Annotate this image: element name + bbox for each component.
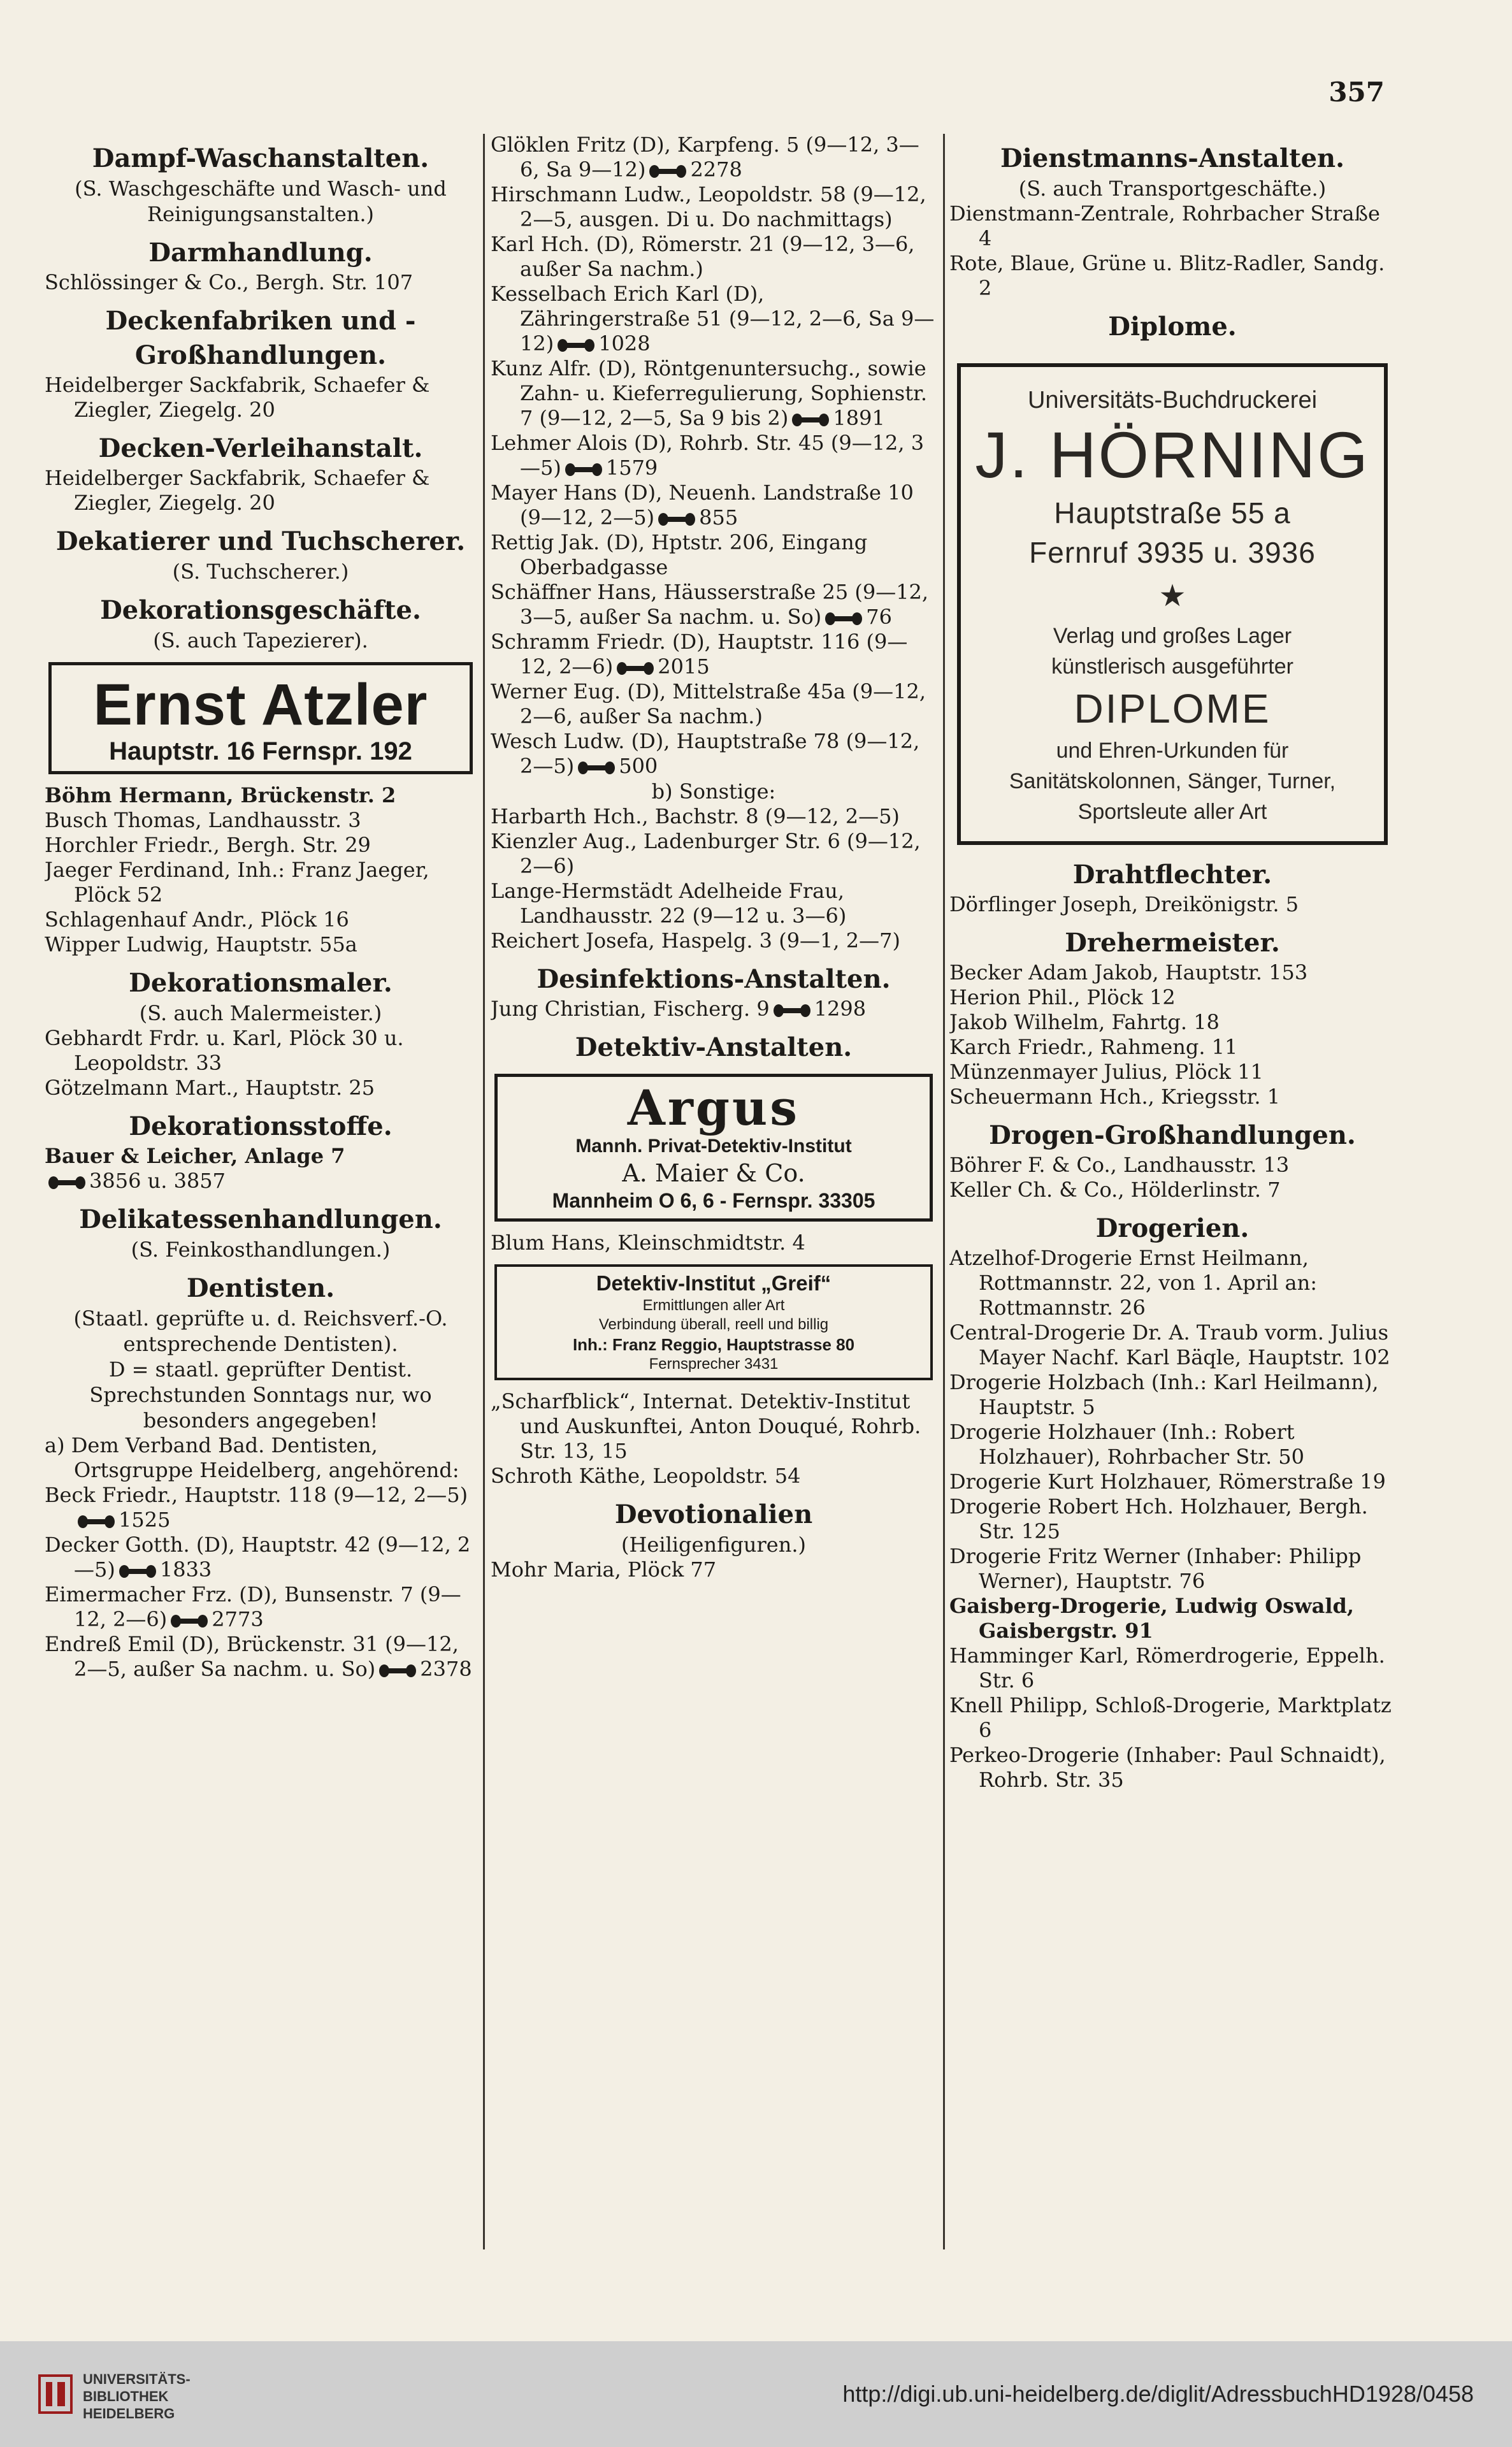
directory-entry	[45, 373, 477, 422]
ad-title: Detektiv-Institut „Greif“	[596, 1271, 832, 1295]
phone-number: 2378	[420, 1657, 472, 1681]
telephone-icon	[649, 164, 686, 178]
entry-text: Rettig Jak. (D), Hptstr. 206, Eingang Oberbadgasse	[491, 530, 868, 579]
ad-phone: Fernspr. 192	[262, 737, 412, 765]
footer-bar	[0, 2341, 1512, 2447]
entry-text: Drogerie Holzbach (Inh.: Karl Heilmann), Hauptstr. 5	[949, 1370, 1379, 1419]
directory-entry	[45, 1026, 477, 1076]
ad-line: Universitäts-Buchdruckerei	[1027, 387, 1318, 414]
entry-text: Dörflinger Joseph, Dreikönigstr. 5	[949, 892, 1299, 916]
directory-entry	[491, 232, 937, 282]
entry-text: Werner Eug. (D), Mittelstraße 45a (9—12, 2—6, außer Sa nachm.)	[491, 679, 926, 728]
section-heading: Drahtflechter.	[1072, 860, 1272, 890]
telephone-icon	[379, 1664, 416, 1678]
ad-address: Hauptstr. 16	[109, 737, 256, 765]
directory-entry	[949, 1693, 1395, 1743]
telephone-icon	[78, 1515, 115, 1529]
directory-entry	[491, 1557, 937, 1582]
directory-entry	[45, 1582, 477, 1632]
entry-text: Perkeo-Drogerie (Inhaber: Paul Schnaidt), Rohrb. Str. 35	[949, 1743, 1386, 1792]
entry-text: Wipper Ludwig, Hauptstr. 55a	[45, 932, 357, 956]
entry-text: Beck Friedr., Hauptstr. 118 (9—12, 2—5)	[45, 1483, 468, 1507]
section-heading: Devotionalien	[614, 1499, 813, 1529]
telephone-icon	[617, 661, 654, 675]
telephone-icon	[578, 761, 615, 775]
entry-text: Jung Christian, Fischerg. 9	[491, 997, 770, 1021]
entry-text: Blum Hans, Kleinschmidtstr. 4	[491, 1231, 805, 1255]
entry-text: Lehmer Alois (D), Rohrb. Str. 45 (9—12, 3—5)	[491, 431, 925, 480]
source-url[interactable]: http://digi.ub.uni-heidelberg.de/diglit/AdressbuchHD1928/0458	[842, 2381, 1474, 2407]
entry-text: Atzelhof-Drogerie Ernst Heilmann, Rottmannstr. 22, von 1. April an: Rottmannstr. 26	[949, 1246, 1318, 1320]
section-heading: Darmhandlung.	[148, 238, 373, 268]
directory-entry	[949, 892, 1395, 917]
column-divider	[943, 134, 945, 2249]
entry-text: Münzenmayer Julius, Plöck 11	[949, 1060, 1264, 1084]
ad-line: Verlag und großes Lager	[1053, 624, 1292, 648]
phone-number: 1891	[833, 406, 885, 430]
telephone-icon	[825, 612, 862, 626]
telephone-icon	[565, 463, 602, 477]
entry-text: Karch Friedr., Rahmeng. 11	[949, 1035, 1238, 1059]
entry-text: Lange-Hermstädt Adelheide Frau, Landhausstr. 22 (9—12 u. 3—6)	[491, 879, 847, 928]
ad-company-name: Ernst Atzler	[93, 672, 428, 737]
directory-entry	[491, 580, 937, 630]
directory-entry	[45, 1076, 477, 1101]
phone-number: 76	[866, 605, 892, 629]
telephone-icon	[558, 338, 594, 352]
entry-text: Central-Drogerie Dr. A. Traub vorm. Julius Mayer Nachf. Karl Bäqle, Hauptstr. 102	[949, 1320, 1390, 1369]
directory-entry	[949, 1035, 1395, 1060]
entry-text: Hirschmann Ludw., Leopoldstr. 58 (9—12, 2—5, ausgen. Di u. Do nachmittags)	[491, 182, 926, 231]
entry-text: Becker Adam Jakob, Hauptstr. 153	[949, 960, 1308, 985]
entry-text: Kienzler Aug., Ladenburger Str. 6 (9—12, 2—6)	[491, 829, 921, 878]
section-heading: Diplome.	[1108, 312, 1237, 342]
directory-entry	[491, 431, 937, 480]
directory-entry	[45, 932, 477, 957]
entry-text: „Scharfblick“, Internat. Detektiv-Institut und Auskunftei, Anton Douqué, Rohrb. Str. 13, 15	[491, 1389, 921, 1463]
directory-entry	[949, 1469, 1395, 1494]
directory-entry	[949, 985, 1395, 1010]
directory-entry	[45, 1632, 477, 1682]
ad-contact	[55, 737, 466, 766]
column-divider	[483, 134, 485, 2249]
section-heading: Dampf-Waschanstalten.	[92, 143, 429, 173]
entry-text: Keller Ch. & Co., Hölderlinstr. 7	[949, 1178, 1281, 1202]
entry-text: Jaeger Ferdinand, Inh.: Franz Jaeger, Plöck 52	[45, 858, 429, 907]
telephone-icon	[48, 1176, 85, 1190]
directory-entry	[491, 182, 937, 232]
advertisement-atzler	[48, 662, 473, 774]
entry-text: Herion Phil., Plöck 12	[949, 985, 1176, 1009]
directory-entry	[491, 879, 937, 928]
directory-entry	[491, 1389, 937, 1464]
directory-entry	[491, 1231, 937, 1255]
directory-entry	[949, 1594, 1395, 1643]
directory-entry	[45, 833, 477, 858]
entry-text: Decker Gotth. (D), Hauptstr. 42 (9—12, 2—5)	[45, 1533, 471, 1582]
ad-line: Ermittlungen aller Art	[642, 1297, 785, 1314]
directory-entry	[45, 907, 477, 932]
column-3	[949, 133, 1395, 2235]
ad-owner: Inh.: Franz Reggio, Hauptstrasse 80	[572, 1335, 855, 1354]
entry-text: Jakob Wilhelm, Fahrtg. 18	[949, 1010, 1220, 1034]
section-note: (Staatl. geprüfte u. d. Reichsverf.-O. entsprechende Dentisten).	[73, 1306, 448, 1356]
directory-entry	[949, 1420, 1395, 1469]
directory-entry	[949, 1320, 1395, 1370]
directory-entry	[491, 1464, 937, 1489]
section-heading: Dekorationsmaler.	[129, 968, 392, 998]
advertisement-argus	[494, 1074, 933, 1222]
phone-number: 1833	[159, 1557, 212, 1582]
entry-text: Rote, Blaue, Grüne u. Blitz-Radler, Sandg. 2	[949, 251, 1385, 300]
entry-text: Horchler Friedr., Bergh. Str. 29	[45, 833, 371, 857]
directory-entry	[491, 630, 937, 679]
entry-text: Mohr Maria, Plöck 77	[491, 1557, 717, 1582]
directory-entry	[491, 829, 937, 879]
page-number: 357	[1328, 76, 1385, 108]
entry-text: 3856 u. 3857	[89, 1169, 226, 1193]
phone-number: 1579	[605, 456, 658, 480]
ad-address: Hauptstraße 55 a	[1054, 496, 1291, 530]
section-note: D = staatl. geprüfter Dentist.	[108, 1357, 413, 1382]
section-note: (S. Feinkosthandlungen.)	[131, 1238, 391, 1262]
directory-entry	[45, 1144, 477, 1169]
telephone-icon	[792, 413, 829, 427]
directory-entry	[491, 928, 937, 953]
directory-entry	[45, 1533, 477, 1582]
section-note: (Heiligenfiguren.)	[621, 1533, 806, 1557]
entry-text: Knell Philipp, Schloß-Drogerie, Marktplatz 6	[949, 1693, 1392, 1742]
entry-text: Busch Thomas, Landhausstr. 3	[45, 808, 361, 832]
ad-company-name: J. HÖRNING	[975, 419, 1370, 491]
entry-text: Schlössinger & Co., Bergh. Str. 107	[45, 270, 414, 294]
directory-entry	[949, 251, 1395, 301]
ad-address: Mannheim O 6, 6 - Fernspr. 33305	[552, 1189, 875, 1212]
star-icon: ★	[1158, 579, 1186, 613]
section-heading: Decken-Verleihanstalt.	[98, 433, 423, 463]
section-heading: Drogerien.	[1095, 1213, 1249, 1243]
ad-phone: Fernsprecher 3431	[649, 1355, 779, 1373]
ad-phone: Fernruf 3935 u. 3936	[1029, 536, 1316, 569]
directory-entry	[45, 1433, 477, 1483]
ad-subtitle: Mannh. Privat-Detektiv-Institut	[575, 1136, 852, 1157]
section-heading: Deckenfabriken und -Großhandlungen.	[105, 306, 416, 370]
section-note: Sprechstunden Sonntags nur, wo besonders angegeben!	[89, 1383, 432, 1433]
section-heading: Dienstmanns-Anstalten.	[1000, 143, 1345, 173]
section-heading: Dekatierer und Tuchscherer.	[55, 526, 466, 556]
entry-text: Schramm Friedr. (D), Hauptstr. 116 (9—12, 2—6)	[491, 630, 908, 679]
directory-entry	[491, 530, 937, 580]
section-heading: Drehermeister.	[1065, 928, 1280, 958]
ad-company-name: Argus	[627, 1079, 800, 1136]
phone-number: 2015	[658, 654, 710, 679]
section-note: (S. auch Tapezierer).	[153, 628, 368, 653]
section-note: (S. Tuchscherer.)	[172, 559, 349, 584]
entry-text: Reichert Josefa, Haspelg. 3 (9—1, 2—7)	[491, 928, 900, 953]
entry-text: Wesch Ludw. (D), Hauptstraße 78 (9—12, 2—5)	[491, 729, 920, 778]
entry-text: a) Dem Verband Bad. Dentisten, Ortsgruppe Heidelberg, angehörend:	[45, 1433, 459, 1482]
ad-line: künstlerisch ausgeführter	[1051, 654, 1293, 679]
directory-entry	[45, 808, 477, 833]
directory-entry	[949, 1010, 1395, 1035]
directory-entry	[949, 1643, 1395, 1693]
section-heading: Desinfektions-Anstalten.	[536, 964, 891, 994]
entry-text: Schäffner Hans, Häusserstraße 25 (9—12, 3—5, außer Sa nachm. u. So)	[491, 580, 929, 629]
telephone-icon	[119, 1564, 156, 1578]
entry-text: Mayer Hans (D), Neuenh. Landstraße 10 (9—12, 2—5)	[491, 480, 914, 530]
directory-entry	[949, 1743, 1395, 1793]
library-logo-icon	[38, 2374, 73, 2414]
directory-entry	[45, 858, 477, 907]
section-heading: Delikatessenhandlungen.	[79, 1204, 442, 1234]
section-note: b) Sonstige:	[651, 779, 776, 804]
directory-entry	[949, 1060, 1395, 1085]
phone-number: 1028	[598, 331, 651, 356]
section-note: (S. auch Malermeister.)	[139, 1001, 382, 1025]
advertisement-greif	[494, 1264, 933, 1380]
section-heading: Drogen-Großhandlungen.	[989, 1120, 1356, 1150]
entry-text: Kesselbach Erich Karl (D), Zähringerstraße 51 (9—12, 2—6, Sa 9—12)	[491, 282, 935, 356]
directory-entry	[491, 997, 937, 1021]
entry-text: Endreß Emil (D), Brückenstr. 31 (9—12, 2—5, außer Sa nachm. u. So)	[45, 1632, 459, 1681]
phone-number: 500	[619, 754, 658, 778]
entry-text: Schroth Käthe, Leopoldstr. 54	[491, 1464, 801, 1488]
entry-text: Drogerie Holzhauer (Inh.: Robert Holzhauer), Rohrbacher Str. 50	[949, 1420, 1305, 1469]
entry-text: Schlagenhauf Andr., Plöck 16	[45, 907, 349, 932]
entry-text: Scheuermann Hch., Kriegsstr. 1	[949, 1085, 1281, 1109]
entry-text: Hamminger Karl, Römerdrogerie, Eppelh. Str. 6	[949, 1643, 1385, 1693]
entry-text: Götzelmann Mart., Hauptstr. 25	[45, 1076, 375, 1100]
directory-entry	[491, 729, 937, 779]
entry-text: Drogerie Kurt Holzhauer, Römerstraße 19	[949, 1469, 1386, 1494]
column-2	[491, 133, 937, 2235]
phone-number: 855	[699, 505, 738, 530]
directory-entry	[949, 1178, 1395, 1202]
entry-text: Heidelberger Sackfabrik, Schaefer & Ziegler, Ziegelg. 20	[45, 466, 430, 515]
ad-line: und Ehren-Urkunden für Sanitätskolonnen, Sänger, Turner, Sportsleute aller Art	[1009, 739, 1336, 824]
directory-entry	[45, 1483, 477, 1533]
section-heading: Detektiv-Anstalten.	[575, 1032, 853, 1062]
phone-number: 2773	[212, 1607, 264, 1631]
directory-entry	[949, 960, 1395, 985]
directory-entry	[949, 1085, 1395, 1109]
section-note: (S. auch Transportgeschäfte.)	[1018, 177, 1327, 201]
entry-text: Kunz Alfr. (D), Röntgenuntersuchg., sowie Zahn- u. Kieferregulierung, Sophienstr. 7 (9—12, 2—5, Sa 9 bis 2)	[491, 356, 927, 430]
directory-entry	[949, 201, 1395, 251]
directory-entry	[949, 1246, 1395, 1320]
directory-entry	[491, 480, 937, 530]
phone-number: 1525	[119, 1508, 171, 1532]
directory-entry	[45, 1169, 477, 1194]
phone-number: 1298	[814, 997, 867, 1021]
entry-text: Böhm Hermann, Brückenstr. 2	[45, 783, 396, 807]
directory-entry	[45, 466, 477, 516]
entry-text: Karl Hch. (D), Römerstr. 21 (9—12, 3—6, außer Sa nachm.)	[491, 232, 915, 281]
section-heading: Dekorationsgeschäfte.	[100, 595, 421, 625]
section-heading: Dentisten.	[186, 1273, 335, 1303]
entry-text: Drogerie Robert Hch. Holzhauer, Bergh. Str. 125	[949, 1494, 1368, 1543]
entry-text: Gaisberg-Drogerie, Ludwig Oswald, Gaisbergstr. 91	[949, 1594, 1355, 1643]
entry-text: Böhrer F. & Co., Landhausstr. 13	[949, 1153, 1290, 1177]
entry-text: Dienstmann-Zentrale, Rohrbacher Straße 4	[949, 201, 1380, 250]
directory-entry	[491, 282, 937, 356]
directory-entry	[949, 1153, 1395, 1178]
telephone-icon	[658, 512, 695, 526]
library-name: UNIVERSITÄTS- BIBLIOTHEK HEIDELBERG	[83, 2371, 191, 2422]
telephone-icon	[774, 1004, 810, 1018]
entry-text: Heidelberger Sackfabrik, Schaefer & Ziegler, Ziegelg. 20	[45, 373, 430, 422]
entry-text: Gebhardt Frdr. u. Karl, Plöck 30 u. Leopoldstr. 33	[45, 1026, 404, 1075]
ad-line: Verbindung überall, reell und billig	[598, 1316, 829, 1333]
ad-title: DIPLOME	[1074, 686, 1271, 732]
directory-entry	[949, 1494, 1395, 1544]
section-note: (S. Waschgeschäfte und Wasch- und Reinigungsanstalten.)	[75, 177, 447, 226]
column-1	[45, 133, 477, 2235]
section-heading: Dekorationsstoffe.	[129, 1111, 392, 1141]
directory-entry	[491, 679, 937, 729]
directory-entry	[949, 1370, 1395, 1420]
ad-owner: A. Maier & Co.	[622, 1159, 805, 1187]
directory-entry	[491, 356, 937, 431]
entry-text: Drogerie Fritz Werner (Inhaber: Philipp Werner), Hauptstr. 76	[949, 1544, 1362, 1593]
entry-text: Glöklen Fritz (D), Karpfeng. 5 (9—12, 3—6, Sa 9—12)	[491, 133, 919, 182]
entry-text: Eimermacher Frz. (D), Bunsenstr. 7 (9—12, 2—6)	[45, 1582, 461, 1631]
telephone-icon	[171, 1614, 208, 1628]
directory-entry	[491, 804, 937, 829]
entry-text: Bauer & Leicher, Anlage 7	[45, 1144, 345, 1168]
phone-number: 2278	[690, 157, 742, 182]
directory-entry	[491, 133, 937, 182]
directory-entry	[45, 270, 477, 295]
directory-entry	[45, 783, 477, 808]
directory-entry	[949, 1544, 1395, 1594]
advertisement-horning	[957, 363, 1388, 845]
entry-text: Harbarth Hch., Bachstr. 8 (9—12, 2—5)	[491, 804, 900, 828]
